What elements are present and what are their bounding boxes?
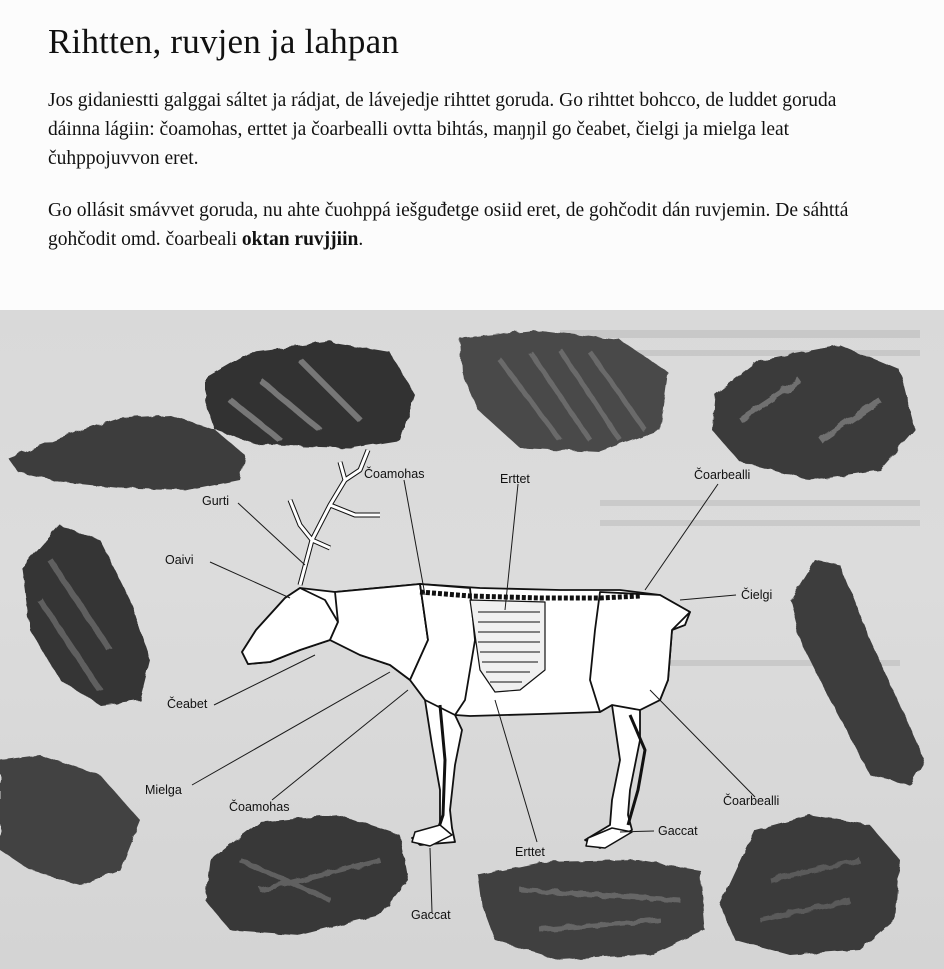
- meat-piece-bottom-center: [478, 860, 705, 960]
- meat-piece-bottom-center-left: [205, 815, 408, 935]
- label-erttet-bottom: Erttet: [515, 845, 545, 859]
- page-title: Rihtten, ruvjen ja lahpan: [48, 22, 400, 61]
- label-gaccat-bottom: Gaccat: [411, 908, 451, 922]
- paragraph-2-bold: oktan ruvjjiin: [241, 229, 359, 250]
- label-gaccat-right: Gaccat: [658, 824, 698, 838]
- reindeer-head: [242, 588, 338, 664]
- illustration-svg: [0, 310, 944, 969]
- meat-piece-bottom-right: [720, 815, 900, 955]
- meat-piece-top-right: [712, 345, 915, 480]
- paragraph-2-end: .: [358, 229, 364, 250]
- label-coarbealli-top: Čoarbealli: [694, 468, 751, 482]
- label-mielga: Mielga: [145, 783, 182, 797]
- meat-piece-ribs: [460, 330, 668, 452]
- meat-cuts-illustration: [0, 310, 944, 969]
- hind-hoof: [586, 828, 632, 848]
- reindeer-diagram: [242, 450, 690, 848]
- paragraph-2-text: Go ollásit smávvet goruda, nu ahte čuohppá iešguđetge osiid eret, de gohčodit dán ruvjemin. De sáhttá gohčodit omd. čoarbeali: [48, 200, 849, 250]
- reindeer-neck: [330, 584, 428, 680]
- label-erttet-top: Erttet: [500, 472, 530, 486]
- reindeer-hindquarter: [590, 592, 690, 712]
- meat-piece-top-left: [8, 415, 245, 490]
- meat-piece-bottom-left: [0, 755, 140, 885]
- meat-piece-right-middle: [790, 560, 925, 785]
- label-oaivi: Oaivi: [165, 553, 194, 567]
- label-coamohas-top: Čoamohas: [364, 467, 425, 481]
- paragraph-1: Jos gidaniestti galggai sáltet ja rádjat, de lávejedje rihttet goruda. Go rihttet bohcco, de luddet goruda dáinna lágiin: čoamohas, erttet ja čoarbealli ovtta bihtás, maŋŋil go čeabet, čielgi ja mielga leat čuhppojuvvon eret.: [48, 90, 837, 169]
- paragraph-2: [48, 196, 868, 254]
- meat-piece-top-center-left: [205, 342, 415, 448]
- label-ceabet: Čeabet: [167, 697, 208, 711]
- label-coamohas-bottom: Čoamohas: [229, 800, 290, 814]
- text-area: [0, 0, 944, 310]
- label-cielgi: Čielgi: [741, 588, 773, 602]
- label-coarbealli-bottom: Čoarbealli: [723, 794, 780, 808]
- label-gurti: Gurti: [202, 494, 230, 508]
